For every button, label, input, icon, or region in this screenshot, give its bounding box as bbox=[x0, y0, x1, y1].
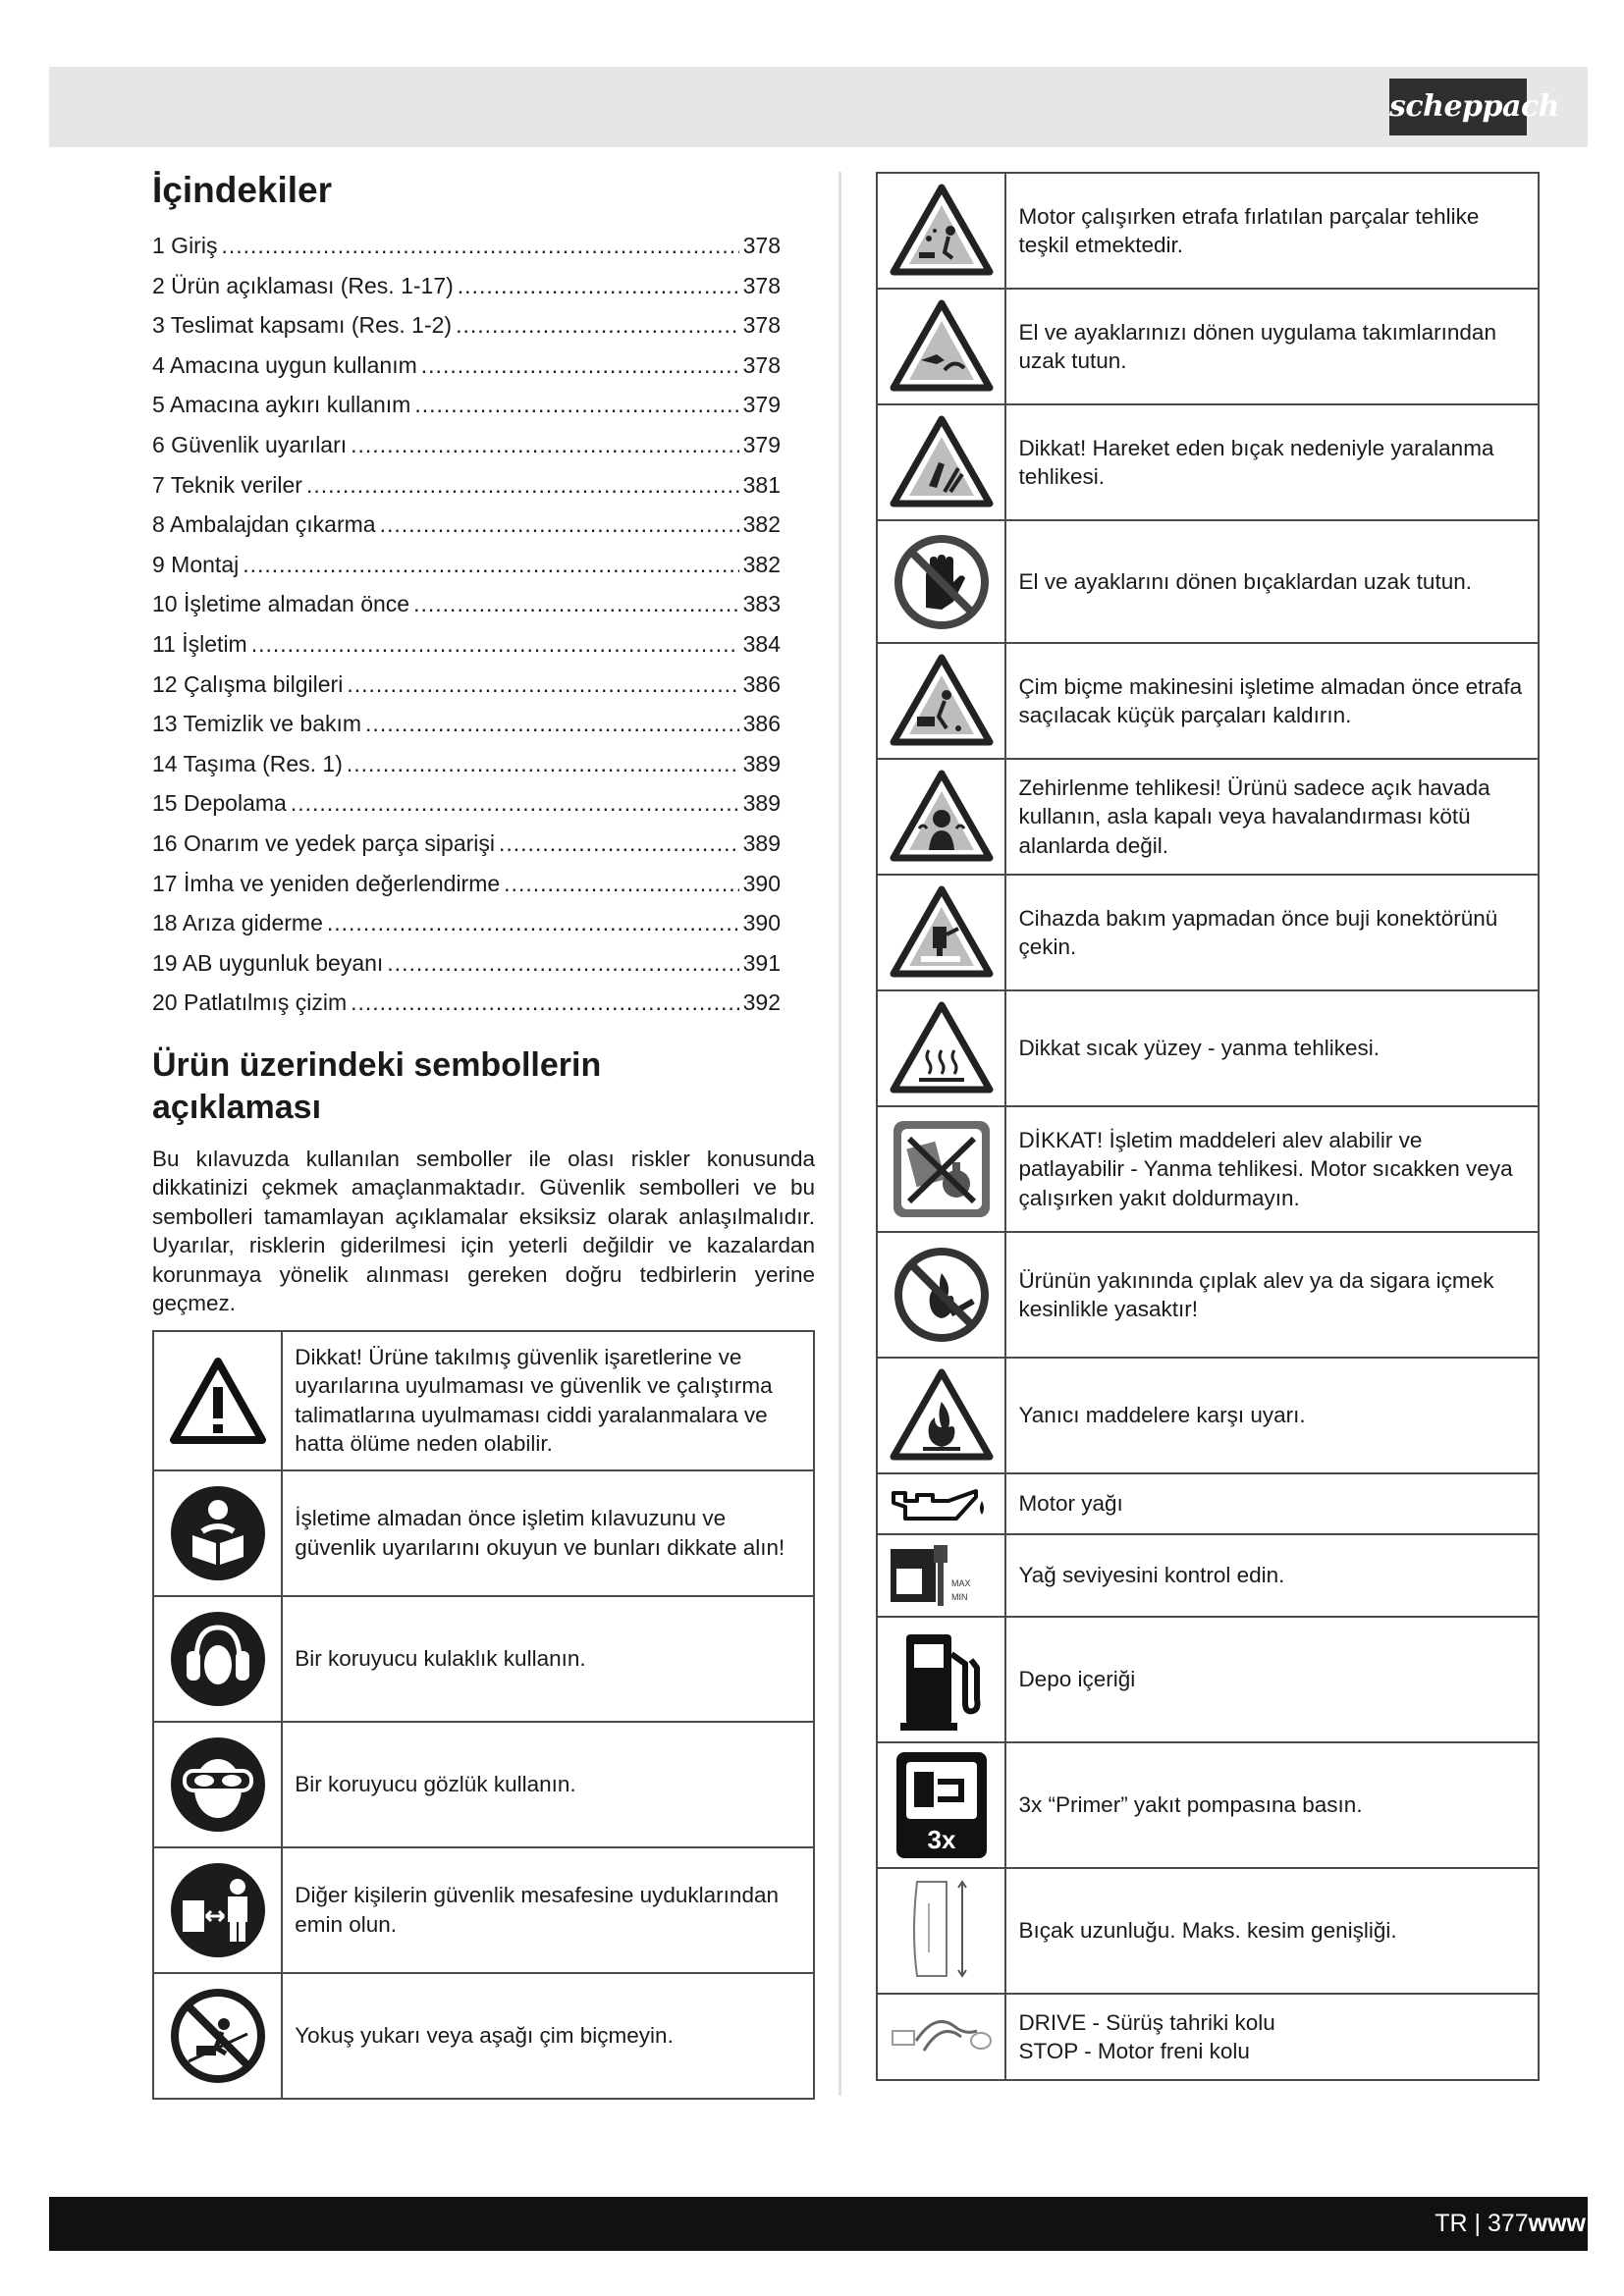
safety-distance-icon bbox=[153, 1847, 282, 1973]
toc-item[interactable]: 11 İşletim ..... 384 bbox=[152, 624, 781, 665]
toc-item[interactable]: 1 Giriş ..... 378 bbox=[152, 226, 781, 266]
drive-lever-line: DRIVE - Sürüş tahriki kolu bbox=[1018, 2009, 1275, 2035]
symbols-title: Ürün üzerindeki sembollerin açıklaması bbox=[152, 1045, 602, 1126]
symbol-row: Dikkat sıcak yüzey - yanma tehlikesi. bbox=[877, 990, 1539, 1106]
symbol-row: Depo içeriği bbox=[877, 1617, 1539, 1742]
toc-item[interactable]: 19 AB uygunluk beyanı ..... 391 bbox=[152, 943, 781, 984]
symbol-row: İşletime almadan önce işletim kılavuzunu ve güvenlik uyarılarını okuyun ve bunları dikkate alın! bbox=[153, 1470, 814, 1596]
stop-lever-line: STOP - Motor freni kolu bbox=[1018, 2039, 1250, 2063]
hot-surface-warning-icon bbox=[877, 990, 1005, 1106]
drive-lever-icon bbox=[877, 1994, 1005, 2080]
symbol-row: Dikkat! Hareket eden bıçak nedeniyle yaralanma tehlikesi. bbox=[877, 404, 1539, 520]
toc-item[interactable]: 6 Güvenlik uyarıları ..... 379 bbox=[152, 425, 781, 465]
cutting-width-icon bbox=[877, 1868, 1005, 1994]
symbol-row: Zehirlenme tehlikesi! Ürünü sadece açık havada kullanın, asla kapalı veya havalandırması kötü alanlarda değil. bbox=[877, 759, 1539, 875]
general-warning-icon bbox=[153, 1331, 282, 1470]
toc-item[interactable]: 12 Çalışma bilgileri ..... 386 bbox=[152, 665, 781, 705]
symbol-row: Yanıcı maddelere karşı uyarı. bbox=[877, 1358, 1539, 1473]
read-manual-icon bbox=[153, 1470, 282, 1596]
symbol-row: Yokuş yukarı veya aşağı çim biçmeyin. bbox=[153, 1973, 814, 2099]
eye-protection-icon bbox=[153, 1722, 282, 1847]
toc-item[interactable]: 7 Teknik veriler ..... 381 bbox=[152, 465, 781, 506]
symbols-intro: Bu kılavuzda kullanılan semboller ile olası riskler konusunda dikkatinizi çekmek amaçlanmaktadır. Güvenlik sembolleri ve bu sembolleri tamamlayan açıklamalar eksiksiz olarak anlaşılmalıdır. Uyarılar, risklerin giderilmesi için yeterli değildir ve kazalardan korunmaya yönelik alınması gereken doğru tedbirlerin yerine geçmez. bbox=[152, 1146, 815, 1316]
symbol-row: El ve ayaklarını dönen bıçaklardan uzak tutun. bbox=[877, 520, 1539, 643]
toc-item[interactable]: 5 Amacına aykırı kullanım ..... 379 bbox=[152, 385, 781, 425]
brand-logo: scheppach bbox=[1389, 79, 1527, 135]
symbol-row: Motor çalışırken etrafa fırlatılan parçalar tehlike teşkil etmektedir. bbox=[877, 173, 1539, 289]
left-column bbox=[152, 167, 815, 2100]
ear-protection-icon bbox=[153, 1596, 282, 1722]
no-hands-icon bbox=[877, 520, 1005, 643]
no-open-flame-icon bbox=[877, 1232, 1005, 1358]
toc-item[interactable]: 17 İmha ve yeniden değerlendirme ..... 390 bbox=[152, 864, 781, 904]
primer-icon bbox=[877, 1742, 1005, 1868]
toc-title: İçindekiler bbox=[152, 170, 333, 210]
rotating-tool-warning-icon bbox=[877, 289, 1005, 404]
symbol-row: Çim biçme makinesini işletime almadan önce etrafa saçılacak küçük parçaları kaldırın. bbox=[877, 643, 1539, 759]
footer-bar bbox=[49, 2197, 1588, 2251]
clear-debris-warning-icon bbox=[877, 643, 1005, 759]
oil-can-icon bbox=[877, 1473, 1005, 1534]
toc-item[interactable]: 16 Onarım ve yedek parça siparişi ..... 389 bbox=[152, 824, 781, 864]
dipstick-min-label: MIN bbox=[950, 1592, 968, 1602]
flying-parts-warning-icon bbox=[877, 173, 1005, 289]
symbols-table-left bbox=[152, 1330, 815, 2100]
poisoning-warning-icon bbox=[877, 759, 1005, 875]
symbol-row: Dikkat! Ürüne takılmış güvenlik işaretlerine ve uyarılarına uyulmaması ve güvenlik ve çalıştırma talimatlarına uyulmaması ciddi yaralanmalara ve hatta ölüme neden olabilir. bbox=[153, 1331, 814, 1470]
moving-blade-warning-icon bbox=[877, 404, 1005, 520]
toc-item[interactable]: 18 Arıza giderme ..... 390 bbox=[152, 903, 781, 943]
symbol-row: 3x 3x “Primer” yakıt pompasına basın. bbox=[877, 1742, 1539, 1868]
dipstick-max-label: MAX bbox=[950, 1578, 971, 1588]
toc-item[interactable]: 10 İşletime almadan önce ..... 383 bbox=[152, 584, 781, 624]
column-divider bbox=[839, 172, 841, 2096]
symbol-row: Motor yağı bbox=[877, 1473, 1539, 1534]
symbol-row: Bir koruyucu kulaklık kullanın. bbox=[153, 1596, 814, 1722]
symbol-row: Diğer kişilerin güvenlik mesafesine uyduklarından emin olun. bbox=[153, 1847, 814, 1973]
symbol-row bbox=[877, 1994, 1539, 2080]
toc-item[interactable]: 3 Teslimat kapsamı (Res. 1-2) ..... 378 bbox=[152, 305, 781, 346]
toc-item[interactable]: 9 Montaj ..... 382 bbox=[152, 545, 781, 585]
toc-item[interactable]: 13 Temizlik ve bakım ..... 386 bbox=[152, 704, 781, 744]
symbol-row: Bir koruyucu gözlük kullanın. bbox=[153, 1722, 814, 1847]
symbol-row: DİKKAT! İşletim maddeleri alev alabilir ve patlayabilir - Yanma tehlikesi. Motor sıcakken veya çalışırken yakıt doldurmayın. bbox=[877, 1106, 1539, 1232]
footer-page-label: TR | 377www bbox=[1435, 2210, 1586, 2237]
symbol-row: El ve ayaklarınızı dönen uygulama takımlarından uzak tutun. bbox=[877, 289, 1539, 404]
spark-plug-warning-icon bbox=[877, 875, 1005, 990]
no-refuel-icon bbox=[877, 1106, 1005, 1232]
symbol-row: MAX MIN Yağ seviyesini kontrol edin. bbox=[877, 1534, 1539, 1617]
toc-item[interactable]: 15 Depolama ..... 389 bbox=[152, 783, 781, 824]
symbol-row: Bıçak uzunluğu. Maks. kesim genişliği. bbox=[877, 1868, 1539, 1994]
toc-item[interactable]: 20 Patlatılmış çizim ..... 392 bbox=[152, 983, 781, 1023]
no-slope-mowing-icon bbox=[153, 1973, 282, 2099]
toc-list bbox=[152, 226, 815, 1023]
right-column bbox=[876, 172, 1540, 2081]
header-bar bbox=[49, 67, 1588, 147]
toc-item[interactable]: 2 Ürün açıklaması (Res. 1-17) ..... 378 bbox=[152, 266, 781, 306]
symbols-table-right bbox=[876, 172, 1540, 2081]
symbol-row: Cihazda bakım yapmadan önce buji konektörünü çekin. bbox=[877, 875, 1539, 990]
toc-item[interactable]: 14 Taşıma (Res. 1) ..... 389 bbox=[152, 744, 781, 784]
primer-count-label: 3x bbox=[927, 1825, 956, 1854]
toc-item[interactable]: 4 Amacına uygun kullanım ..... 378 bbox=[152, 346, 781, 386]
fuel-pump-icon bbox=[877, 1617, 1005, 1742]
flammable-warning-icon bbox=[877, 1358, 1005, 1473]
symbol-row: Ürünün yakınında çıplak alev ya da sigara içmek kesinlikle yasaktır! bbox=[877, 1232, 1539, 1358]
dipstick-icon bbox=[877, 1534, 1005, 1617]
toc-item[interactable]: 8 Ambalajdan çıkarma ..... 382 bbox=[152, 505, 781, 545]
